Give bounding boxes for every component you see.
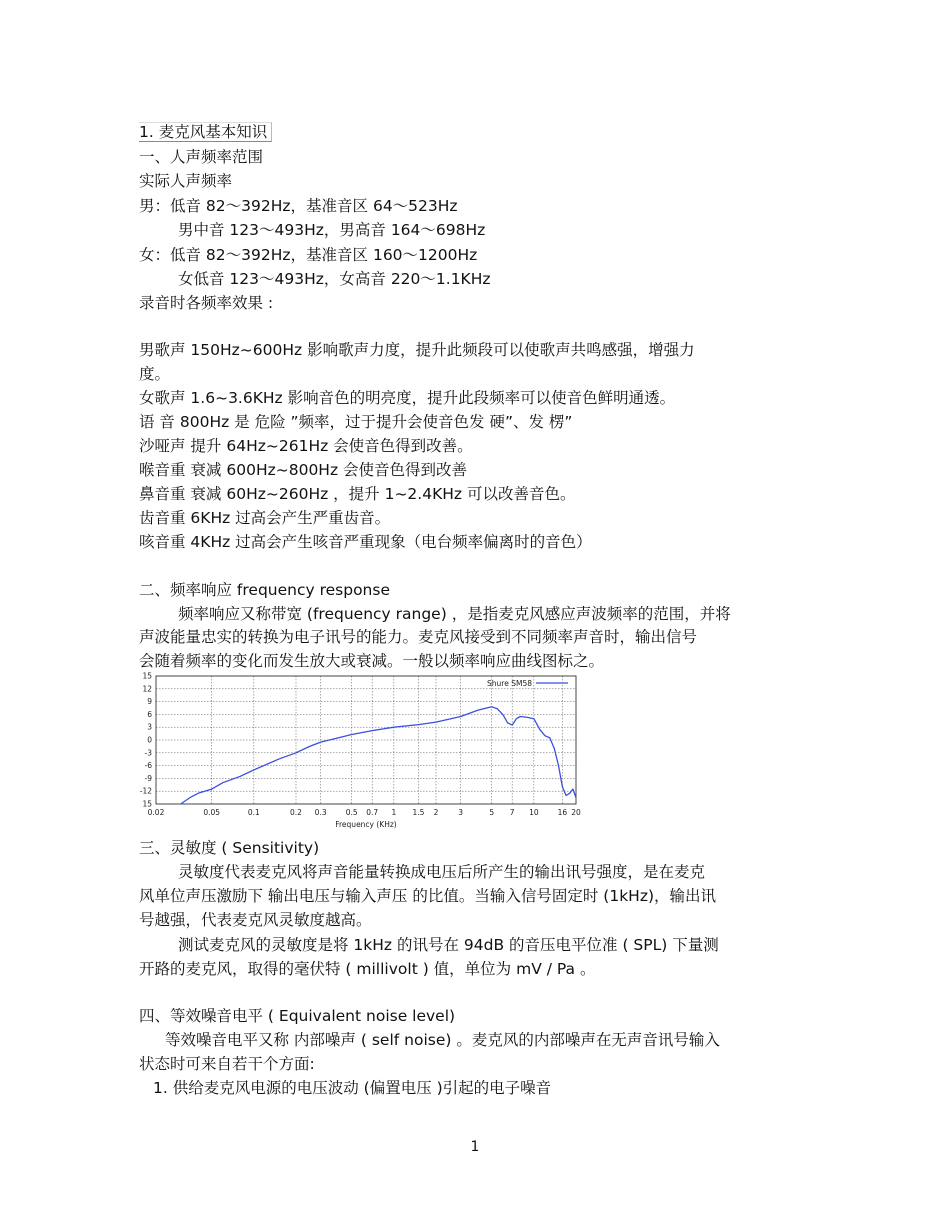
y-tick-label: 6 [147,709,152,719]
effect-sibilance: 齿音重 6KHz 过高会产生严重齿音。 [139,509,391,527]
series-line-shure-sm58 [181,707,576,804]
section-4-list-item-1: 1. 供给麦克风电源的电压波动 (偏置电压 )引起的电子噪音 [153,1079,552,1097]
effect-cough: 咳音重 4KHz 过高会产生咳音严重现象（电台频率偏离时的音色） [139,533,592,551]
y-tick-label: -3 [144,748,152,758]
x-tick-label: 10 [529,808,539,817]
y-tick-label: -9 [144,773,152,783]
x-tick-label: 0.5 [345,808,358,817]
section-1-heading: 一、人声频率范围 [139,148,264,166]
x-axis-label: Frequency (KHz) [335,820,397,829]
x-tick-label: 0.3 [314,808,327,817]
x-tick-label: 0.7 [366,808,379,817]
x-tick-label: 2 [433,808,439,817]
section-2-para-line-3: 会随着频率的变化而发生放大或衰减。一般以频率响应曲线图标之。 [139,652,605,670]
section-3-para-line-2: 风单位声压激励下 输出电压与输入声压 的比值。当输入信号固定时 (1kHz)，输出讯 [139,887,717,905]
y-tick-label: 15 [142,799,152,809]
x-tick-label: 1.5 [412,808,425,817]
section-4-para-line-1: 等效噪音电平又称 内部噪声 ( self noise) 。麦克风的内部噪声在无声音讯号输入 [165,1031,720,1049]
section-3-heading: 三、灵敏度 ( Sensitivity) [139,839,320,857]
document-title [139,122,272,142]
x-tick-label: 0.05 [203,808,221,817]
series-layer [181,707,576,804]
chart-legend [487,679,568,688]
y-tick-labels [140,672,152,809]
female-range-line-2: 女低音 123～493Hz，女高音 220～1.1KHz [178,270,491,288]
effect-nasal: 鼻音重 衰减 60Hz~260Hz ，提升 1~2.4KHz 可以改善音色。 [139,485,576,503]
y-tick-label: 9 [147,697,152,707]
x-tick-label: 5 [489,808,495,817]
x-tick-label: 3 [458,808,464,817]
x-tick-labels [148,808,581,817]
x-tick-label: 0.1 [247,808,260,817]
title-text: 1. 麦克风基本知识 [139,122,272,142]
effect-hoarse: 沙哑声 提升 64Hz~261Hz 会使音色得到改善。 [139,437,473,455]
x-tick-label: 20 [571,808,581,817]
x-tick-label: 16 [557,808,568,817]
frequency-response-chart [136,672,586,834]
legend-label: Shure SM58 [487,679,532,688]
section-2-heading: 二、频率响应 frequency response [139,581,390,599]
section-4-para-line-2: 状态时可来自若干个方面: [139,1055,315,1073]
section-3-para-line-1: 灵敏度代表麦克风将声音能量转换成电压后所产生的输出讯号强度，是在麦克 [178,863,706,881]
y-tick-label: 3 [147,722,152,732]
x-tick-label: 0.2 [290,808,302,817]
male-range-line-2: 男中音 123～493Hz，男高音 164～698Hz [178,221,486,239]
effect-male-voice: 男歌声 150Hz~600Hz 影响歌声力度，提升此频段可以使歌声共鸣感强，增强力 [139,341,695,359]
section-2-para-line-2: 声波能量忠实的转换为电子讯号的能力。麦克风接受到不同频率声音时，输出信号 [139,628,698,646]
effect-throat: 喉音重 衰减 600Hz~800Hz 会使音色得到改善 [139,461,468,479]
section-3-para-line-4: 测试麦克风的灵敏度是将 1kHz 的讯号在 94dB 的音压电平位准 ( SPL) 下量测 [178,936,719,954]
section-3-para-line-5: 开路的麦克风，取得的毫伏特 ( millivolt ) 值，单位为 mV / Pa 。 [139,960,596,978]
x-tick-label: 1 [391,808,397,817]
x-tick-label: 7 [509,808,515,817]
section-2-para-line-1: 频率响应又称带宽 (frequency range) ，是指麦克风感应声波频率的范围，并将 [178,605,731,623]
x-tick-label: 0.02 [147,808,165,817]
male-range-line-1: 男：低音 82～392Hz，基准音区 64～523Hz [139,197,458,215]
y-tick-label: 15 [142,672,152,681]
effects-heading: 录音时各频率效果 : [139,294,274,312]
section-4-heading: 四、等效噪音电平 ( Equivalent noise level) [139,1007,456,1025]
y-tick-label: -12 [139,786,152,796]
y-tick-label: 0 [147,735,152,745]
section-1-subheading: 实际人声频率 [139,172,233,190]
section-3-para-line-3: 号越强，代表麦克风灵敏度越高。 [139,911,372,929]
y-tick-label: -6 [144,761,152,771]
y-tick-label: 12 [142,684,152,694]
effect-male-voice-cont: 度。 [139,365,171,383]
effect-female-voice: 女歌声 1.6~3.6KHz 影响音色的明亮度，提升此段频率可以使音色鲜明通透。 [139,389,676,407]
female-range-line-1: 女：低音 82～392Hz，基准音区 160～1200Hz [139,246,478,264]
effect-speech: 语 音 800Hz 是 危险 ”频率，过于提升会使音色发 硬”、发 楞” [139,413,573,431]
page-number: 1 [470,1139,480,1155]
